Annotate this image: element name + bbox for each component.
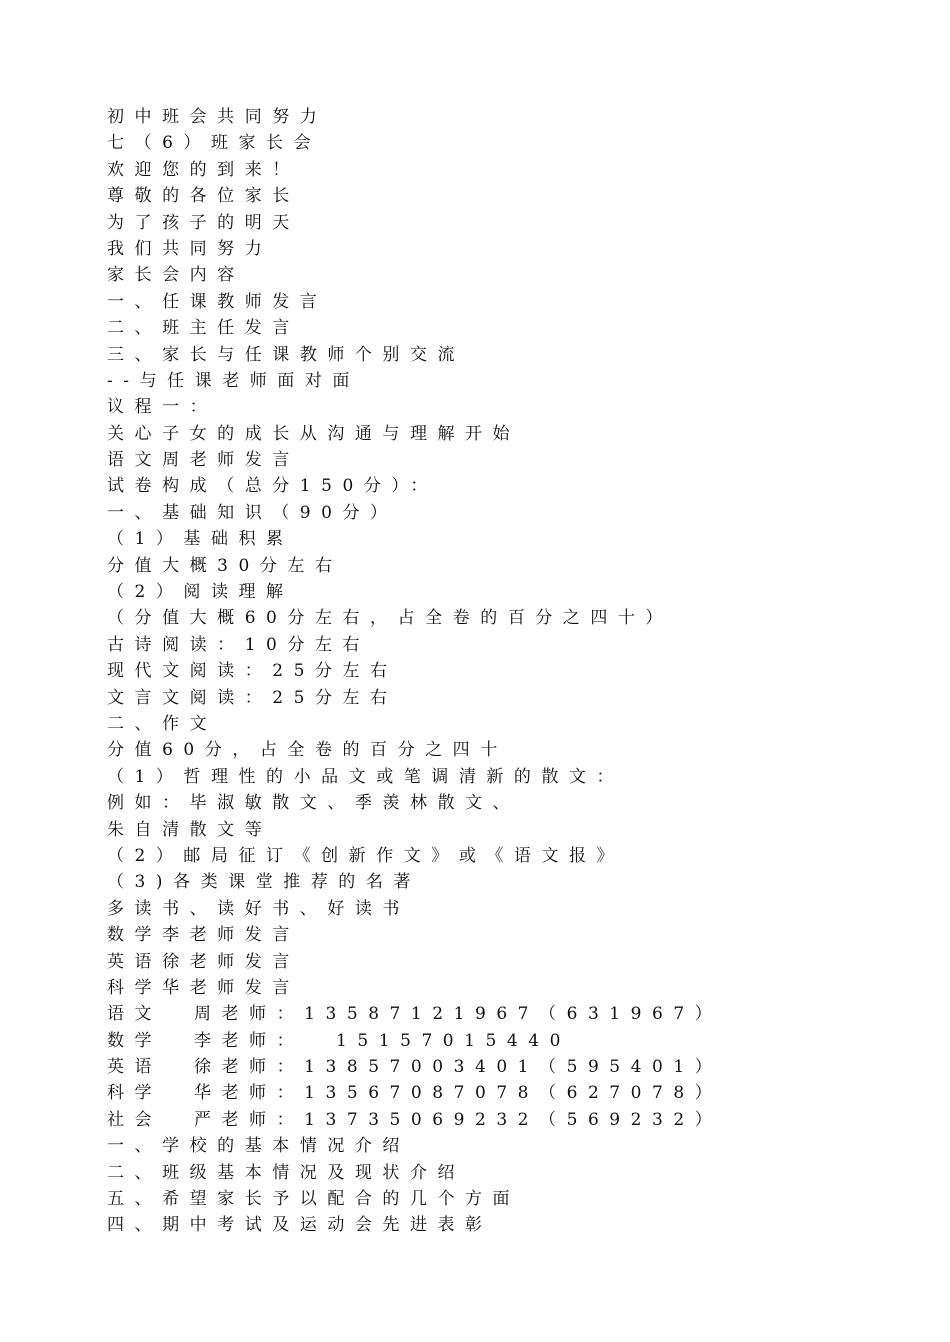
text-line: --与任课老师面对面: [107, 370, 360, 391]
text-line: （分值大概60分左右，占全卷的百分之四十）: [107, 608, 673, 629]
text-line: 数学李老师发言: [107, 925, 300, 946]
text-line: 关心子女的成长从沟通与理解开始: [107, 423, 521, 444]
text-line: 一、学校的基本情况介绍: [107, 1136, 410, 1157]
text-line: 四、期中考试及运动会先进表彰: [107, 1215, 493, 1236]
text-line: 三、家长与任课教师个别交流: [107, 344, 466, 365]
text-line: 多读书、读好书、好读书: [107, 898, 410, 919]
text-line: 七（6）班家长会: [107, 133, 322, 154]
document-body: [107, 104, 907, 1239]
text-line: （2）阅读理解: [107, 582, 294, 603]
text-line: 家长会内容: [107, 265, 245, 286]
text-line: 议程一：: [107, 397, 218, 418]
text-line: （3)各类课堂推荐的名著: [107, 872, 421, 893]
text-line: 社会 严老师：13735069232（569232）: [107, 1109, 723, 1130]
text-line: （1）基础积累: [107, 529, 294, 550]
text-line: 英语徐老师发言: [107, 951, 300, 972]
text-line: 初中班会共同努力: [107, 107, 328, 127]
text-line: 数学 李老师： 15157015440: [107, 1030, 571, 1051]
text-line: 文言文阅读：25分左右: [107, 687, 398, 708]
text-line: 试卷构成（总分150分）：: [107, 476, 438, 497]
text-line: 五、希望家长予以配合的几个方面: [107, 1189, 521, 1210]
text-line: 语文周老师发言: [107, 450, 300, 471]
text-line: 古诗阅读：10分左右: [107, 634, 371, 655]
text-line: 科学华老师发言: [107, 977, 300, 998]
text-line: 我们共同努力: [107, 238, 273, 259]
text-line: 现代文阅读：25分左右: [107, 661, 398, 682]
text-line: 二、班主任发言: [107, 318, 300, 339]
text-line: 二、班级基本情况及现状介绍: [107, 1162, 466, 1183]
text-line: 语文 周老师：13587121967（631967）: [107, 1004, 723, 1025]
text-line: 尊敬的各位家长: [107, 186, 300, 207]
text-line: 欢迎您的到来！: [107, 159, 300, 180]
text-line: 一、基础知识（90分）: [107, 502, 398, 523]
text-line: 一、任课教师发言: [107, 291, 328, 312]
text-line: （1）哲理性的小品文或笔调清新的散文：: [107, 766, 625, 787]
text-line: 科学 华老师：13567087078（627078）: [107, 1083, 723, 1104]
text-line: 英语 徐老师：13857003401（595401）: [107, 1057, 723, 1078]
text-line: 分值大概30分左右: [107, 555, 343, 576]
text-line: 例如：毕淑敏散文、季羡林散文、: [107, 793, 521, 814]
text-line: （2）邮局征订《创新作文》或《语文报》: [107, 845, 625, 866]
text-line: 分值60分，占全卷的百分之四十: [107, 740, 508, 761]
text-line: 二、作文: [107, 713, 218, 734]
text-line: 为了孩子的明天: [107, 212, 300, 233]
text-line: 朱自清散文等: [107, 819, 273, 840]
